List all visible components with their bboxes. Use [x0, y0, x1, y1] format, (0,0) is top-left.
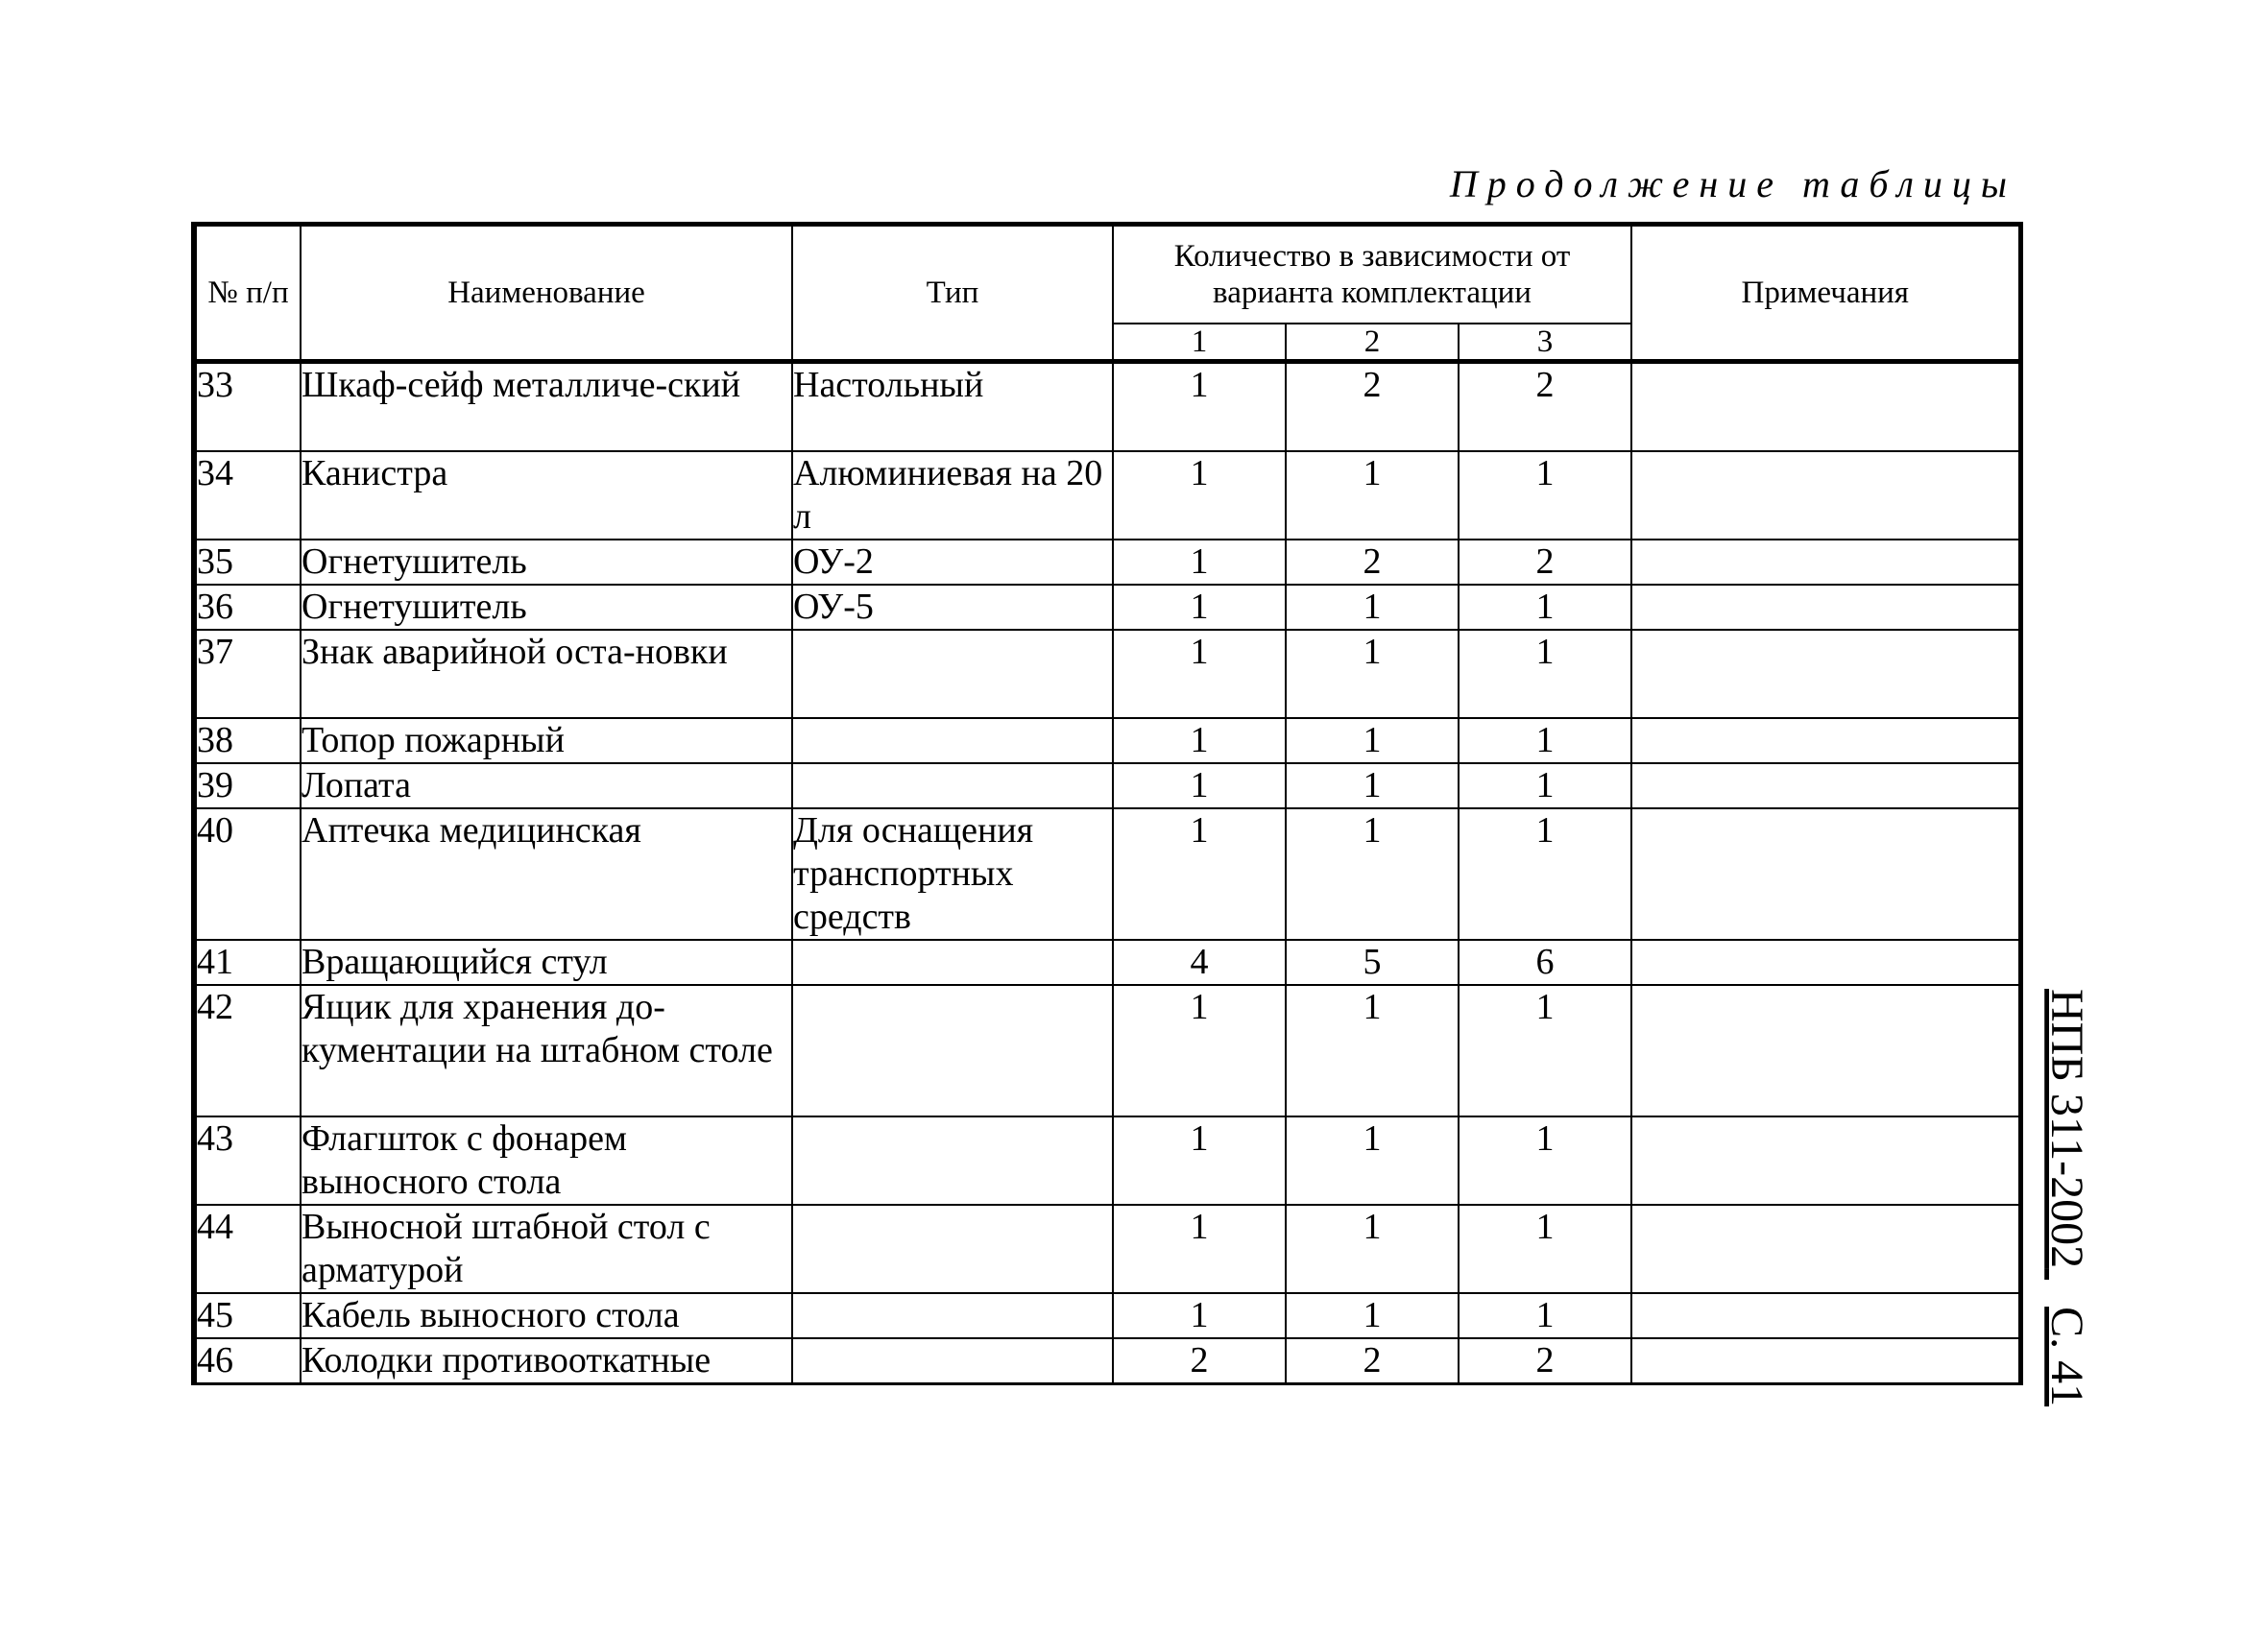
row-qty-2: 1 — [1286, 1205, 1459, 1293]
row-qty-2: 1 — [1286, 451, 1459, 540]
row-note — [1631, 940, 2020, 985]
row-qty-1: 4 — [1113, 940, 1286, 985]
row-note — [1631, 585, 2020, 630]
row-qty-1: 1 — [1113, 808, 1286, 940]
table-row — [194, 1338, 2020, 1384]
row-qty-2: 1 — [1286, 763, 1459, 808]
row-type — [792, 630, 1113, 718]
row-qty-1: 1 — [1113, 985, 1286, 1116]
row-number: 43 — [194, 1116, 301, 1205]
header-quantity-group: Количество в зависимости от варианта комплектации — [1113, 225, 1631, 324]
table-row — [194, 585, 2020, 630]
row-number: 34 — [194, 451, 301, 540]
row-note — [1631, 808, 2020, 940]
row-type — [792, 940, 1113, 985]
row-name: Вращающийся стул — [301, 940, 792, 985]
row-qty-1: 1 — [1113, 585, 1286, 630]
row-type: Алюминиевая на 20 л — [792, 451, 1113, 540]
row-type: ОУ-2 — [792, 540, 1113, 585]
table-row — [194, 940, 2020, 985]
row-note — [1631, 1116, 2020, 1205]
row-qty-3: 2 — [1459, 1338, 1631, 1384]
row-qty-2: 1 — [1286, 585, 1459, 630]
row-qty-1: 1 — [1113, 630, 1286, 718]
row-qty-2: 1 — [1286, 630, 1459, 718]
table-row — [194, 1116, 2020, 1205]
table-row — [194, 718, 2020, 763]
header-variant-1: 1 — [1113, 324, 1286, 362]
row-qty-1: 1 — [1113, 718, 1286, 763]
row-note — [1631, 1205, 2020, 1293]
row-note — [1631, 985, 2020, 1116]
row-qty-1: 1 — [1113, 362, 1286, 452]
row-number: 38 — [194, 718, 301, 763]
row-name: Аптечка медицинская — [301, 808, 792, 940]
row-qty-2: 5 — [1286, 940, 1459, 985]
row-qty-1: 1 — [1113, 540, 1286, 585]
row-type — [792, 1116, 1113, 1205]
side-label-text — [2041, 989, 2092, 1406]
row-qty-1: 1 — [1113, 1116, 1286, 1205]
row-qty-3: 1 — [1459, 1116, 1631, 1205]
row-name: Кабель выносного стола — [301, 1293, 792, 1338]
row-qty-1: 2 — [1113, 1338, 1286, 1384]
row-type — [792, 1293, 1113, 1338]
row-name: Огнетушитель — [301, 585, 792, 630]
row-qty-2: 2 — [1286, 540, 1459, 585]
row-note — [1631, 540, 2020, 585]
row-type — [792, 985, 1113, 1116]
row-qty-3: 1 — [1459, 808, 1631, 940]
row-type: Для оснащения транспортных средств — [792, 808, 1113, 940]
table-row — [194, 808, 2020, 940]
table-row — [194, 540, 2020, 585]
row-qty-3: 1 — [1459, 718, 1631, 763]
row-number: 36 — [194, 585, 301, 630]
row-number: 44 — [194, 1205, 301, 1293]
row-name: Огнетушитель — [301, 540, 792, 585]
row-type — [792, 1338, 1113, 1384]
row-number: 46 — [194, 1338, 301, 1384]
row-qty-1: 1 — [1113, 1205, 1286, 1293]
row-qty-2: 1 — [1286, 1116, 1459, 1205]
row-qty-2: 1 — [1286, 808, 1459, 940]
row-qty-3: 1 — [1459, 985, 1631, 1116]
header-name: Наименование — [301, 225, 792, 362]
row-qty-3: 1 — [1459, 763, 1631, 808]
row-qty-3: 1 — [1459, 451, 1631, 540]
row-qty-3: 1 — [1459, 1205, 1631, 1293]
side-label — [2024, 989, 2101, 1407]
table-row — [194, 1293, 2020, 1338]
header-variant-2: 2 — [1286, 324, 1459, 362]
header-notes: Примечания — [1631, 225, 2020, 362]
row-qty-1: 1 — [1113, 1293, 1286, 1338]
row-type — [792, 1205, 1113, 1293]
table-row — [194, 362, 2020, 452]
side-label-page: С. 41 — [2040, 1307, 2092, 1407]
row-note — [1631, 362, 2020, 452]
row-name: Канистра — [301, 451, 792, 540]
row-number: 33 — [194, 362, 301, 452]
row-name: Топор пожарный — [301, 718, 792, 763]
row-qty-3: 1 — [1459, 585, 1631, 630]
table-row — [194, 985, 2020, 1116]
row-qty-3: 2 — [1459, 362, 1631, 452]
row-number: 39 — [194, 763, 301, 808]
row-number: 35 — [194, 540, 301, 585]
table-continuation-caption: Продолжение таблицы — [1449, 162, 2016, 205]
row-qty-3: 1 — [1459, 1293, 1631, 1338]
row-name: Выносной штабной стол с арматурой — [301, 1205, 792, 1293]
row-note — [1631, 763, 2020, 808]
row-type: Настольный — [792, 362, 1113, 452]
header-type: Тип — [792, 225, 1113, 362]
row-note — [1631, 451, 2020, 540]
row-qty-2: 1 — [1286, 718, 1459, 763]
row-type — [792, 763, 1113, 808]
row-name: Знак аварийной оста-новки — [301, 630, 792, 718]
table-row — [194, 1205, 2020, 1293]
row-number: 41 — [194, 940, 301, 985]
row-number: 42 — [194, 985, 301, 1116]
header-variant-3: 3 — [1459, 324, 1631, 362]
row-number: 40 — [194, 808, 301, 940]
row-qty-1: 1 — [1113, 451, 1286, 540]
row-qty-3: 2 — [1459, 540, 1631, 585]
row-name: Флагшток с фонарем выносного стола — [301, 1116, 792, 1205]
row-note — [1631, 1338, 2020, 1384]
table-row — [194, 630, 2020, 718]
row-qty-1: 1 — [1113, 763, 1286, 808]
table-row — [194, 451, 2020, 540]
equipment-table — [191, 222, 2023, 1385]
row-name: Лопата — [301, 763, 792, 808]
row-qty-2: 1 — [1286, 985, 1459, 1116]
row-qty-2: 2 — [1286, 362, 1459, 452]
side-label-code: НПБ 311-2002 — [2040, 989, 2092, 1269]
row-qty-2: 2 — [1286, 1338, 1459, 1384]
row-qty-3: 1 — [1459, 630, 1631, 718]
row-note — [1631, 630, 2020, 718]
row-qty-3: 6 — [1459, 940, 1631, 985]
row-type — [792, 718, 1113, 763]
row-number: 45 — [194, 1293, 301, 1338]
row-type: ОУ-5 — [792, 585, 1113, 630]
row-name: Колодки противооткатные — [301, 1338, 792, 1384]
row-number: 37 — [194, 630, 301, 718]
row-name: Шкаф-сейф металличе-ский — [301, 362, 792, 452]
row-qty-2: 1 — [1286, 1293, 1459, 1338]
row-note — [1631, 1293, 2020, 1338]
header-num: № п/п — [194, 225, 301, 362]
row-name: Ящик для хранения до-кументации на штабном столе — [301, 985, 792, 1116]
table-row — [194, 763, 2020, 808]
row-note — [1631, 718, 2020, 763]
